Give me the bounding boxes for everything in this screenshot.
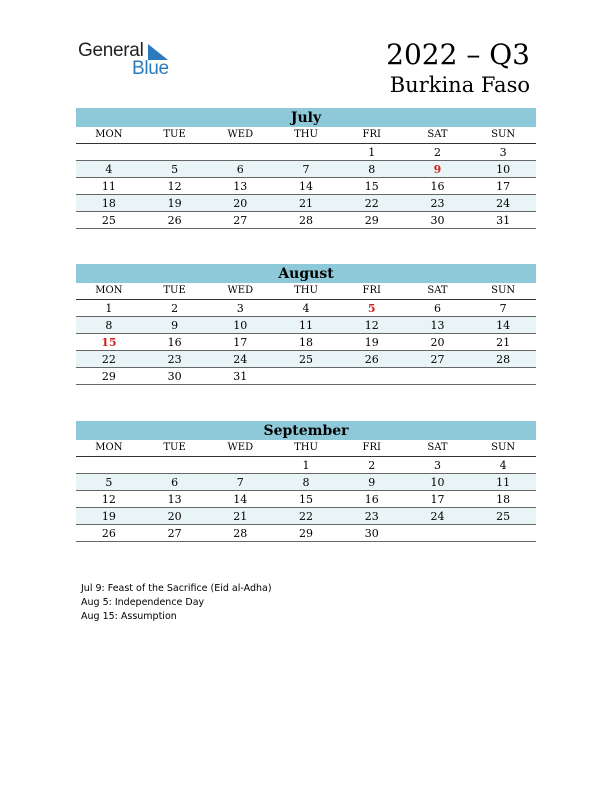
day-cell: 6 [171, 476, 179, 489]
month-header: August [76, 264, 536, 283]
day-cell: 3 [499, 146, 507, 159]
week-row [76, 212, 536, 229]
day-cell: 15 [364, 180, 379, 193]
week-row [76, 368, 536, 385]
weekday-label: TUE [163, 442, 186, 453]
week-row [76, 491, 536, 508]
day-cell: 27 [430, 353, 445, 366]
weeks [76, 300, 536, 385]
day-cell: 24 [233, 353, 248, 366]
day-cell [405, 525, 471, 541]
holiday-note: Jul 9: Feast of the Sacrifice (Eid al-Adha) [81, 583, 272, 594]
day-cell: 26 [101, 527, 116, 540]
day-cell: 29 [364, 214, 379, 227]
weeks [76, 457, 536, 542]
day-cell: 31 [496, 214, 511, 227]
holiday-note: Aug 5: Independence Day [81, 597, 205, 608]
weekday-header-row [76, 127, 536, 144]
week-row [76, 351, 536, 368]
week-row [76, 317, 536, 334]
day-cell: 8 [302, 476, 310, 489]
weekday-label: FRI [362, 129, 381, 140]
weekday-label: MON [95, 442, 123, 453]
day-cell: 25 [496, 510, 511, 523]
page-title: 2022 – Q3 [386, 38, 530, 71]
weekday-label: THU [294, 285, 318, 296]
weekday-label: FRI [362, 285, 381, 296]
day-cell: 23 [167, 353, 182, 366]
day-cell: 10 [496, 163, 511, 176]
weekday-label: WED [227, 442, 254, 453]
day-cell: 21 [496, 336, 511, 349]
day-cell: 7 [499, 302, 507, 315]
weekday-label: WED [227, 129, 254, 140]
weekday-label: SUN [491, 129, 516, 140]
day-cell: 11 [299, 319, 314, 332]
day-cell: 12 [167, 180, 182, 193]
day-cell: 28 [233, 527, 248, 540]
day-cell: 2 [171, 302, 179, 315]
day-cell: 7 [302, 163, 310, 176]
day-cell: 12 [364, 319, 379, 332]
month-september [76, 421, 536, 542]
day-cell: 7 [236, 476, 244, 489]
day-cell: 10 [233, 319, 248, 332]
day-cell: 5 [171, 163, 179, 176]
day-cell: 3 [236, 302, 244, 315]
day-cell: 11 [101, 180, 116, 193]
day-cell: 19 [364, 336, 379, 349]
day-cell: 18 [496, 493, 511, 506]
weekday-label: MON [95, 285, 123, 296]
weekday-label: SAT [427, 285, 448, 296]
day-cell: 20 [167, 510, 182, 523]
day-cell: 17 [496, 180, 511, 193]
week-row [76, 161, 536, 178]
day-cell: 13 [167, 493, 182, 506]
weekday-label: FRI [362, 442, 381, 453]
month-august [76, 264, 536, 385]
holiday-note: Aug 15: Assumption [81, 611, 177, 622]
holiday-notes [81, 582, 272, 624]
weeks [76, 144, 536, 229]
day-cell: 25 [101, 214, 116, 227]
day-cell [470, 525, 536, 541]
weekday-header-row [76, 283, 536, 300]
month-header: September [76, 421, 536, 440]
day-cell: 15 [299, 493, 314, 506]
day-cell: 22 [299, 510, 314, 523]
logo [78, 40, 178, 80]
country-name: Burkina Faso [389, 73, 530, 97]
week-row [76, 474, 536, 491]
day-cell: 23 [430, 197, 445, 210]
weekday-label: THU [294, 129, 318, 140]
weekday-label: SAT [427, 442, 448, 453]
week-row [76, 144, 536, 161]
day-cell: 16 [430, 180, 445, 193]
day-cell: 9 [433, 163, 442, 176]
weekday-header-row [76, 440, 536, 457]
day-cell: 18 [299, 336, 314, 349]
day-cell: 26 [167, 214, 182, 227]
day-cell [207, 144, 273, 160]
day-cell: 2 [368, 459, 376, 472]
logo-text-general: General [78, 40, 144, 61]
day-cell: 12 [101, 493, 116, 506]
day-cell: 30 [364, 527, 379, 540]
week-row [76, 457, 536, 474]
day-cell: 5 [367, 302, 376, 315]
day-cell [142, 457, 208, 473]
week-row [76, 525, 536, 542]
day-cell: 8 [368, 163, 376, 176]
day-cell: 1 [302, 459, 310, 472]
day-cell: 1 [368, 146, 376, 159]
day-cell: 9 [368, 476, 376, 489]
day-cell: 11 [496, 476, 511, 489]
weekday-label: TUE [163, 129, 186, 140]
weekday-label: SAT [427, 129, 448, 140]
day-cell: 6 [433, 302, 441, 315]
day-cell: 8 [105, 319, 113, 332]
day-cell [470, 368, 536, 384]
day-cell [339, 368, 405, 384]
day-cell: 14 [233, 493, 248, 506]
day-cell: 18 [101, 197, 116, 210]
day-cell: 16 [167, 336, 182, 349]
day-cell: 27 [233, 214, 248, 227]
day-cell: 3 [433, 459, 441, 472]
day-cell: 30 [167, 370, 182, 383]
day-cell: 28 [496, 353, 511, 366]
day-cell: 23 [364, 510, 379, 523]
day-cell: 29 [299, 527, 314, 540]
day-cell: 5 [105, 476, 113, 489]
day-cell: 16 [364, 493, 379, 506]
day-cell: 27 [167, 527, 182, 540]
day-cell [207, 457, 273, 473]
day-cell: 17 [233, 336, 248, 349]
day-cell: 24 [496, 197, 511, 210]
day-cell: 13 [430, 319, 445, 332]
day-cell: 4 [105, 163, 113, 176]
day-cell: 31 [233, 370, 248, 383]
weekday-label: THU [294, 442, 318, 453]
day-cell: 24 [430, 510, 445, 523]
day-cell: 20 [430, 336, 445, 349]
week-row [76, 508, 536, 525]
weekday-label: MON [95, 129, 123, 140]
day-cell: 13 [233, 180, 248, 193]
month-header: July [76, 108, 536, 127]
weekday-label: SUN [491, 442, 516, 453]
day-cell: 25 [299, 353, 314, 366]
day-cell: 21 [299, 197, 314, 210]
day-cell [273, 144, 339, 160]
month-july [76, 108, 536, 229]
weekday-label: SUN [491, 285, 516, 296]
day-cell: 29 [101, 370, 116, 383]
day-cell [142, 144, 208, 160]
day-cell: 26 [364, 353, 379, 366]
day-cell: 20 [233, 197, 248, 210]
week-row [76, 334, 536, 351]
day-cell: 14 [496, 319, 511, 332]
day-cell: 30 [430, 214, 445, 227]
week-row [76, 178, 536, 195]
day-cell [405, 368, 471, 384]
weekday-label: WED [227, 285, 254, 296]
day-cell: 22 [364, 197, 379, 210]
day-cell: 19 [167, 197, 182, 210]
day-cell: 10 [430, 476, 445, 489]
day-cell: 22 [101, 353, 116, 366]
weekday-label: TUE [163, 285, 186, 296]
day-cell: 4 [499, 459, 507, 472]
day-cell: 4 [302, 302, 310, 315]
day-cell: 6 [236, 163, 244, 176]
day-cell [76, 144, 142, 160]
week-row [76, 195, 536, 212]
day-cell [273, 368, 339, 384]
day-cell: 28 [299, 214, 314, 227]
day-cell: 17 [430, 493, 445, 506]
day-cell: 19 [101, 510, 116, 523]
day-cell: 2 [433, 146, 441, 159]
day-cell: 15 [101, 336, 117, 349]
day-cell: 1 [105, 302, 113, 315]
day-cell: 21 [233, 510, 248, 523]
week-row [76, 300, 536, 317]
day-cell: 14 [299, 180, 314, 193]
day-cell [76, 457, 142, 473]
day-cell: 9 [171, 319, 179, 332]
logo-text-blue: Blue [132, 58, 169, 79]
